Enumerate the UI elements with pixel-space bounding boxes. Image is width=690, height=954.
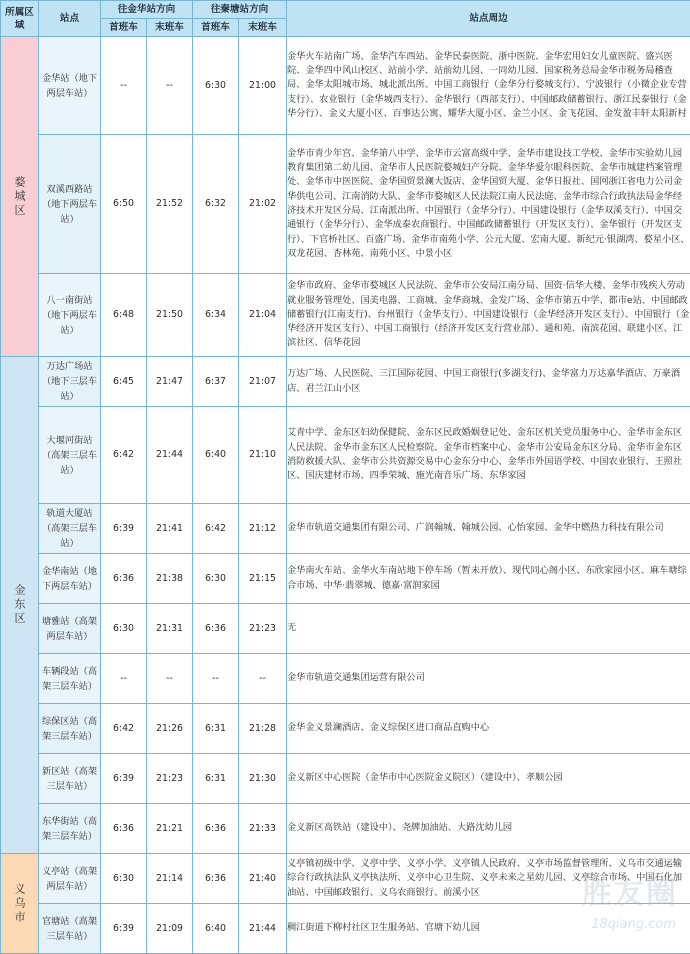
station-name: 车辆段站（高架三层车站） <box>39 654 101 704</box>
station-surroundings: 金华金义景澜酒店、金义综保区进口商品直购中心 <box>287 704 690 754</box>
qintang-last-time: 21:40 <box>239 854 287 904</box>
jinhua-first-time: 6:42 <box>101 407 147 504</box>
station-name: 义亭站（高架两层车站） <box>39 854 101 904</box>
qintang-last-time: 21:00 <box>239 37 287 135</box>
qintang-last-time: 21:15 <box>239 554 287 604</box>
station-surroundings: 义亭镇初级中学、义亭中学、义亭小学、义亭镇人民政府、义亭市场监督管理所、义乌市交通运输综合行政执法队义亭执法所、义亭中心卫生院、义亭未来之星幼儿园、义亭综合市场、中国石化加油站、中国邮政银行、义乌农商银行、前溪小区 <box>287 854 690 904</box>
header-qintang-last: 末班车 <box>239 19 287 37</box>
qintang-last-time: 21:28 <box>239 704 287 754</box>
jinhua-last-time: 21:52 <box>147 135 193 274</box>
jinhua-first-time: 6:39 <box>101 504 147 554</box>
table-row <box>1 804 690 854</box>
table-row <box>1 135 690 274</box>
station-name: 双溪西路站（地下两层车站） <box>39 135 101 274</box>
station-surroundings: 金华市轨道交通集团运营有限公司 <box>287 654 690 704</box>
header-region: 所属区域 <box>1 1 39 37</box>
jinhua-first-time: -- <box>101 654 147 704</box>
header-station: 站点 <box>39 1 101 37</box>
station-name: 轨道大厦站（高架三层车站） <box>39 504 101 554</box>
qintang-first-time: 6:40 <box>193 407 239 504</box>
jinhua-first-time: 6:42 <box>101 704 147 754</box>
qintang-first-time: 6:36 <box>193 854 239 904</box>
region-cell: 婺城区 <box>1 37 39 357</box>
station-name: 综保区站（高架三层车站） <box>39 704 101 754</box>
qintang-first-time: -- <box>193 654 239 704</box>
header-jinhua-last: 末班车 <box>147 19 193 37</box>
station-surroundings: 金华火车站南广场、金华汽车西站、金华民泰医院、浙中医院、金华宏用妇女儿童医院、盛兴医院、金华四中风山校区、站前小学、站前幼儿园、一同幼儿园、国家税务总局金华市税务局稽查局、金华太阳城市场、城北派出所、中国工商银行（金华分行婺城支行）、宁波银行（小微企业专营支行）、农业银行（金华城西支行）、金华银行（西部支行）、中国邮政储蓄银行、浙江民泰银行（金华分行）、金义大厦小区、百事达公寓、耀华大厦小区、金兰小区、金飞花园、金发盈丰轩太阳新村 <box>287 37 690 135</box>
jinhua-last-time: 21:26 <box>147 704 193 754</box>
station-surroundings: 艾青中学、金东区妇幼保健院、金东区民政婚姻登记处、金东区机关党员服务中心、金华市金东区人民法院、金华市金东区人民检察院、金华市档案中心、金华市公安局金东区分局、金华市金东区消防救援大队、金华市公共资源交易中心金东分中心、金华市外国语学校、中国农业银行、王照社区、国庆建材市场、四季荣城、施光南音乐广场、东华家园 <box>287 407 690 504</box>
jinhua-last-time: 21:38 <box>147 554 193 604</box>
station-surroundings: 万达广场、人民医院、三江国际花园、中国工商银行(多湖支行)、金华富力万达嘉华酒店、万豪酒店、君兰江山小区 <box>287 357 690 407</box>
qintang-last-time: -- <box>239 654 287 704</box>
jinhua-last-time: 21:23 <box>147 754 193 804</box>
station-name: 塘雅站（高架两层车站） <box>39 604 101 654</box>
qintang-first-time: 6:30 <box>193 37 239 135</box>
qintang-last-time: 21:44 <box>239 904 287 954</box>
qintang-first-time: 6:37 <box>193 357 239 407</box>
qintang-first-time: 6:34 <box>193 274 239 357</box>
qintang-first-time: 6:31 <box>193 754 239 804</box>
station-name: 八一南街站（地下两层车站） <box>39 274 101 357</box>
station-name: 官塘站（高架三层车站） <box>39 904 101 954</box>
table-row <box>1 274 690 357</box>
jinhua-last-time: 21:41 <box>147 504 193 554</box>
qintang-last-time: 21:33 <box>239 804 287 854</box>
qintang-first-time: 6:42 <box>193 504 239 554</box>
jinhua-first-time: 6:39 <box>101 904 147 954</box>
table-row <box>1 504 690 554</box>
jinhua-first-time: 6:36 <box>101 554 147 604</box>
station-surroundings: 金华市青少年宫、金华第八中学、金华市云富高级中学、金华市建设技工学校、金华市实验幼儿园教育集团第二幼儿园、金华市人民医院婺城妇产分院、金华华爱尔眼科医院、金华市城建档案管理处、金华市中医医院、金华国贸景澜大饭店、金华国贸大厦、金华日报社、国网浙江省电力公司金华供电公司、江南消防大队、金华市婺城区人民法院江南人民法庭、金华市综合行政执法局金华经济技术开发区分局、江南派出所、中国银行（金华分行）、中国建设银行（金华双溪支行）、中国交通银行（金华分行）、金华成泰农商银行、中国邮政储蓄银行（开发区支行）、金华银行（开发区支行）、下官桥社区、百盛广场、金华市南苑小学、公元大厦、宏南大厦、新纪元·银湖湾、婺星小区、双龙花园、杏林苑、南苑小区、中景小区 <box>287 135 690 274</box>
station-name: 东华街站（高架三层车站） <box>39 804 101 854</box>
table-row <box>1 654 690 704</box>
jinhua-last-time: 21:31 <box>147 604 193 654</box>
qintang-first-time: 6:32 <box>193 135 239 274</box>
table-row <box>1 754 690 804</box>
table-row <box>1 554 690 604</box>
jinhua-first-time: 6:50 <box>101 135 147 274</box>
station-surroundings: 无 <box>287 604 690 654</box>
qintang-last-time: 21:12 <box>239 504 287 554</box>
qintang-last-time: 21:23 <box>239 604 287 654</box>
region-cell: 义乌市 <box>1 854 39 954</box>
table-row <box>1 37 690 135</box>
qintang-first-time: 6:31 <box>193 704 239 754</box>
jinhua-last-time: 21:14 <box>147 854 193 904</box>
jinhua-first-time: 6:30 <box>101 604 147 654</box>
qintang-last-time: 21:07 <box>239 357 287 407</box>
header-around: 站点周边 <box>287 1 690 37</box>
station-surroundings: 金华市轨道交通集团有限公司、广润翰城、翰城公园、心怡家园、金华中燃热力科技有限公司 <box>287 504 690 554</box>
qintang-first-time: 6:40 <box>193 904 239 954</box>
qintang-first-time: 6:30 <box>193 554 239 604</box>
jinhua-first-time: 6:39 <box>101 754 147 804</box>
station-name: 金华站（地下两层车站） <box>39 37 101 135</box>
station-surroundings: 金义新区中心医院（金华市中心医院金义院区）（建设中）、孝顺公园 <box>287 754 690 804</box>
qintang-last-time: 21:02 <box>239 135 287 274</box>
table-row <box>1 604 690 654</box>
jinhua-first-time: 6:30 <box>101 854 147 904</box>
station-surroundings: 稠江街道下柳村社区卫生服务站、官塘下幼儿园 <box>287 904 690 954</box>
qintang-last-time: 21:04 <box>239 274 287 357</box>
jinhua-first-time: -- <box>101 37 147 135</box>
jinhua-last-time: 21:09 <box>147 904 193 954</box>
jinhua-last-time: -- <box>147 37 193 135</box>
region-cell: 金东区 <box>1 357 39 854</box>
jinhua-last-time: 21:50 <box>147 274 193 357</box>
watermark-url: 18qiang.com <box>591 917 676 932</box>
qintang-last-time: 21:10 <box>239 407 287 504</box>
jinhua-last-time: 21:21 <box>147 804 193 854</box>
jinhua-last-time: 21:44 <box>147 407 193 504</box>
jinhua-first-time: 6:48 <box>101 274 147 357</box>
jinhua-last-time: -- <box>147 654 193 704</box>
header-jinhua-first: 首班车 <box>101 19 147 37</box>
station-surroundings: 金义新区高铁站（建设中）、尧牌加油站、大路沈幼儿园 <box>287 804 690 854</box>
station-name: 大堰河街站（高架三层车站） <box>39 407 101 504</box>
table-row <box>1 407 690 504</box>
jinhua-last-time: 21:47 <box>147 357 193 407</box>
qintang-first-time: 6:36 <box>193 604 239 654</box>
table-row <box>1 357 690 407</box>
header-dir-jinhua: 往金华站方向 <box>101 1 193 19</box>
jinhua-first-time: 6:36 <box>101 804 147 854</box>
jinhua-first-time: 6:45 <box>101 357 147 407</box>
header-dir-qintang: 往秦塘站方向 <box>193 1 287 19</box>
station-name: 万达广场站（地下三层车站） <box>39 357 101 407</box>
watermark-logo: 胜友圈 <box>582 868 678 912</box>
table-row <box>1 704 690 754</box>
station-surroundings: 金华市政府、金华市婺城区人民法院、金华市公安局江南分局、国资·信华大楼、金华市残疾人劳动就业服务管理处、国美电器、工商城、金华商城、金发广场、金华市第五中学、都市e站、中国邮政储蓄银行(江南支行)、台州银行（金华支行）、中国建设银行（金华经济开发区支行）、中国银行（金华经济开发区支行）、中国工商银行（经济开发区支行营业部）、通和苑、南滨花园、联建小区、江滨社区、信华花园 <box>287 274 690 357</box>
qintang-first-time: 6:36 <box>193 804 239 854</box>
schedule-rows <box>1 37 690 954</box>
station-name: 金华南站（地下两层车站） <box>39 554 101 604</box>
station-name: 新区站（高架三层车站） <box>39 754 101 804</box>
station-surroundings: 金华南火车站、金华火车南站地下停车场（暂未开放）、现代同心阁小区、东欣家园小区、麻车塘综合市场、中华·翡翠城、德嘉·富润家园 <box>287 554 690 604</box>
header-qintang-first: 首班车 <box>193 19 239 37</box>
qintang-last-time: 21:30 <box>239 754 287 804</box>
